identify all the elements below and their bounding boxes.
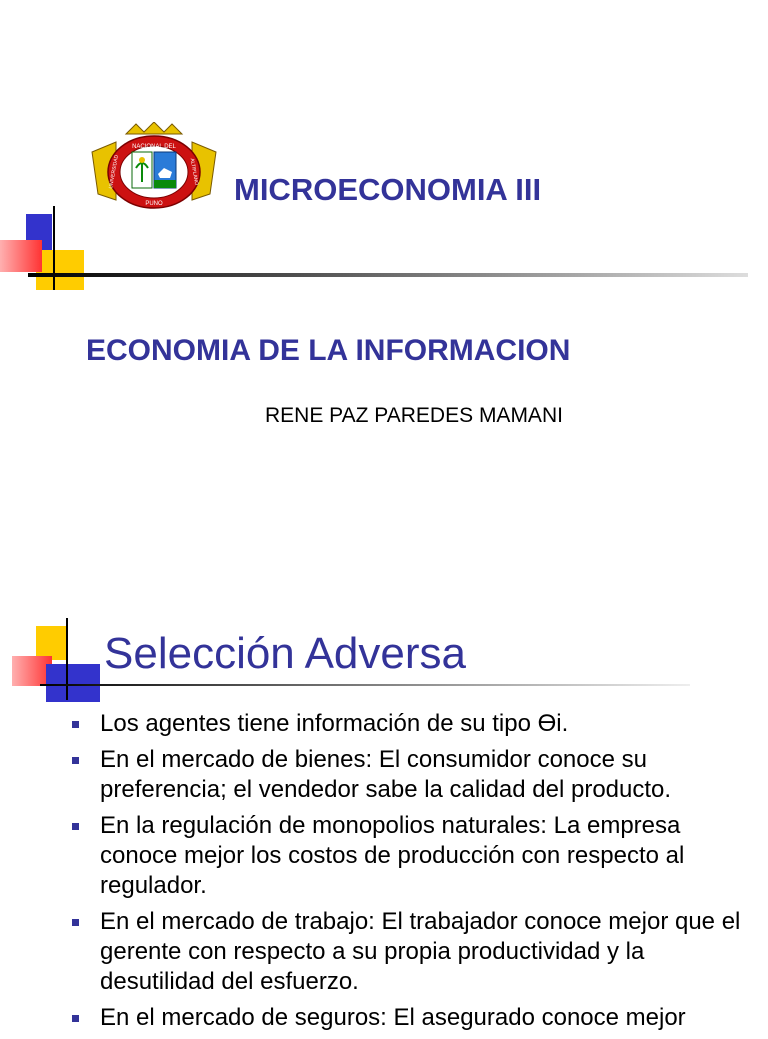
- vertical-line: [53, 206, 55, 290]
- author-name: RENE PAZ PAREDES MAMANI: [265, 404, 563, 427]
- square-bullet-icon: [72, 919, 79, 926]
- list-item: [70, 811, 760, 901]
- seal-right-text: ALTIPLANO: [188, 157, 200, 186]
- list-item: [70, 709, 760, 739]
- square-bullet-icon: [72, 1015, 79, 1022]
- bullet-text: En el mercado de trabajo: El trabajador conoce mejor que el gerente con respecto a su propia productividad y la desutilidad del esfuerzo.: [100, 908, 741, 995]
- bullet-text: En la regulación de monopolios naturales: La empresa conoce mejor los costos de producción con respecto al regulador.: [100, 812, 685, 899]
- red-square: [0, 240, 42, 272]
- bullet-list: [70, 709, 760, 1039]
- list-item: [70, 745, 760, 805]
- yellow-square: [36, 626, 66, 660]
- bullet-text: En el mercado de bienes: El consumidor conoce su preferencia; el vendedor sabe la calidad del producto.: [100, 746, 672, 803]
- course-title: MICROECONOMIA III: [234, 172, 542, 207]
- blue-square: [46, 664, 100, 702]
- slide-title-divider: [40, 684, 690, 686]
- yellow-square: [36, 250, 84, 290]
- square-bullet-icon: [72, 721, 79, 728]
- list-item: [70, 1003, 760, 1033]
- university-seal-logo: [86, 122, 222, 212]
- seal-top-text: NACIONAL DEL: [132, 144, 176, 150]
- bullet-text: Los agentes tiene información de su tipo ϴi.: [100, 710, 569, 737]
- topic-title: ECONOMIA DE LA INFORMACION: [86, 334, 571, 367]
- seal-bottom-text: PUNO: [145, 201, 163, 207]
- list-item: [70, 907, 760, 997]
- title-divider: [28, 273, 748, 277]
- vertical-line: [66, 618, 68, 700]
- square-bullet-icon: [72, 823, 79, 830]
- seal-left-text: UNIVERSIDAD: [108, 154, 120, 190]
- square-bullet-icon: [72, 757, 79, 764]
- bullet-text: En el mercado de seguros: El asegurado conoce mejor: [100, 1004, 686, 1031]
- slide-title: Selección Adversa: [104, 629, 466, 678]
